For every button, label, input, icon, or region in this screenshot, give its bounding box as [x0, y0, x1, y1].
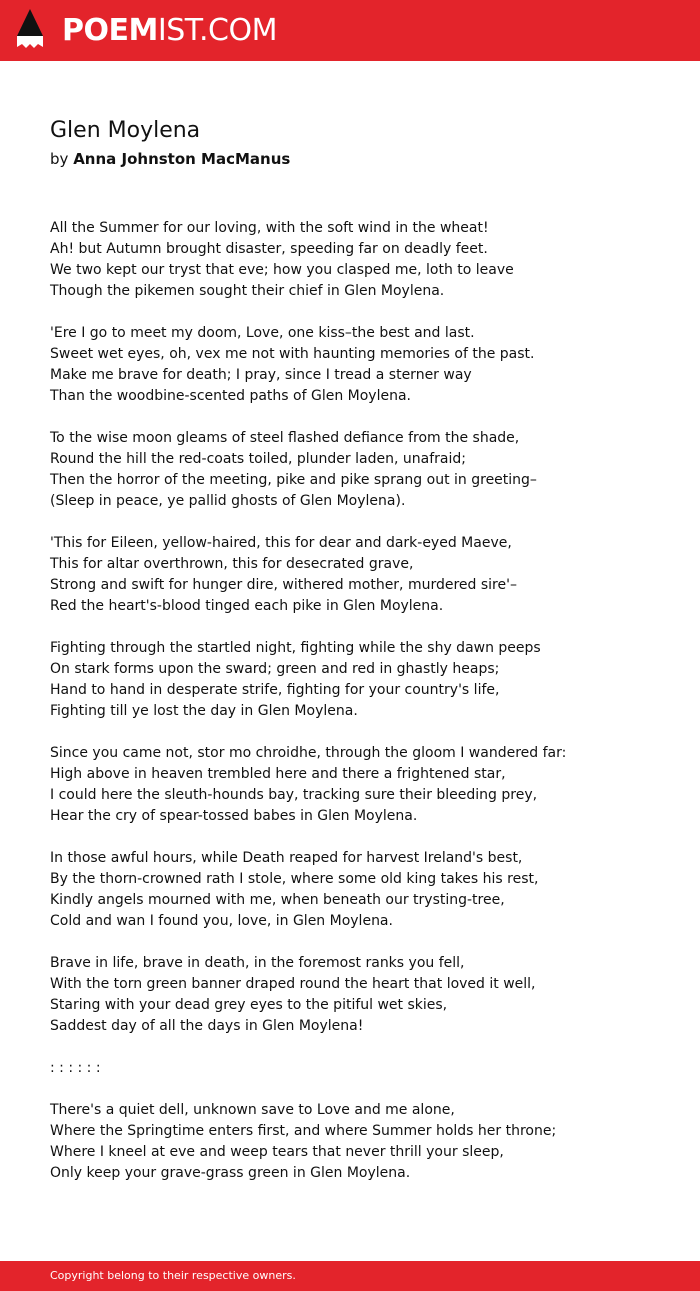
stanza [50, 953, 670, 1037]
poem-body [50, 218, 670, 1184]
poem-line: Make me brave for death; I pray, since I tread a sterner way [50, 367, 472, 383]
stanza [50, 848, 670, 932]
poem-line: Sweet wet eyes, oh, vex me not with haunting memories of the past. [50, 346, 535, 362]
poem-line: Hear the cry of spear-tossed babes in Glen Moylena. [50, 808, 418, 824]
site-footer [0, 1261, 700, 1291]
logo-strong-text: POEM [62, 13, 158, 48]
poem-title: Glen Moylena [50, 118, 201, 143]
by-label: by [50, 150, 69, 168]
copyright-text: Copyright belong to their respective owners. [50, 1269, 296, 1282]
site-header [0, 0, 700, 61]
poem-line: Strong and swift for hunger dire, withered mother, murdered sire'– [50, 577, 517, 593]
poem-line: With the torn green banner draped round the heart that loved it well, [50, 976, 536, 992]
logo-light-text: IST.COM [157, 13, 277, 48]
poem-line: Though the pikemen sought their chief in Glen Moylena. [50, 283, 445, 299]
poem-line: Cold and wan I found you, love, in Glen Moylena. [50, 913, 393, 929]
poem-line: We two kept our tryst that eve; how you clasped me, loth to leave [50, 262, 514, 278]
poem-line: Round the hill the red-coats toiled, plunder laden, unafraid; [50, 451, 466, 467]
poem-line: All the Summer for our loving, with the soft wind in the wheat! [50, 220, 489, 236]
poem-line: To the wise moon gleams of steel flashed defiance from the shade, [50, 430, 520, 446]
poem-line: Where I kneel at eve and weep tears that never thrill your sleep, [50, 1144, 504, 1160]
stanza [50, 428, 670, 512]
poem-line: On stark forms upon the sward; green and red in ghastly heaps; [50, 661, 500, 677]
stanza [50, 323, 670, 407]
poem-line: Ah! but Autumn brought disaster, speeding far on deadly feet. [50, 241, 488, 257]
poem-line: Only keep your grave-grass green in Glen Moylena. [50, 1165, 411, 1181]
poem-line: Than the woodbine-scented paths of Glen Moylena. [50, 388, 411, 404]
poem-line: High above in heaven trembled here and there a frightened star, [50, 766, 506, 782]
poem-line: I could here the sleuth-hounds bay, tracking sure their bleeding prey, [50, 787, 538, 803]
poem-line: Kindly angels mourned with me, when beneath our trysting-tree, [50, 892, 505, 908]
poem-line: Then the horror of the meeting, pike and pike sprang out in greeting– [50, 472, 537, 488]
poem-line: Fighting through the startled night, fighting while the shy dawn peeps [50, 640, 541, 656]
poem-line: Staring with your dead grey eyes to the pitiful wet skies, [50, 997, 448, 1013]
poem-line: Red the heart's-blood tinged each pike in Glen Moylena. [50, 598, 444, 614]
poem-line: Where the Springtime enters first, and where Summer holds her throne; [50, 1123, 557, 1139]
poem-line: There's a quiet dell, unknown save to Love and me alone, [50, 1102, 455, 1118]
stanza [50, 638, 670, 722]
poem-line: Saddest day of all the days in Glen Moylena! [50, 1018, 364, 1034]
poem-line: Brave in life, brave in death, in the foremost ranks you fell, [50, 955, 465, 971]
stanza [50, 218, 670, 302]
poem-line: By the thorn-crowned rath I stole, where some old king takes his rest, [50, 871, 539, 887]
poem-line: This for altar overthrown, this for desecrated grave, [50, 556, 414, 572]
poem-line: (Sleep in peace, ye pallid ghosts of Glen Moylena). [50, 493, 406, 509]
poem-line: Fighting till ye lost the day in Glen Moylena. [50, 703, 358, 719]
stanza [50, 1100, 670, 1184]
site-logo-text [62, 14, 277, 48]
poem-line: In those awful hours, while Death reaped for harvest Ireland's best, [50, 850, 523, 866]
pencil-icon [17, 9, 43, 53]
poem-line: 'Ere I go to meet my doom, Love, one kiss–the best and last. [50, 325, 475, 341]
stanza [50, 533, 670, 617]
poem-line: Since you came not, stor mo chroidhe, through the gloom I wandered far: [50, 745, 567, 761]
poem-line: 'This for Eileen, yellow-haired, this for dear and dark-eyed Maeve, [50, 535, 512, 551]
stanza [50, 1058, 670, 1079]
poem-line: : : : : : : [50, 1060, 101, 1076]
stanza [50, 743, 670, 827]
author-name: Anna Johnston MacManus [73, 150, 291, 168]
byline [50, 148, 290, 170]
poem-line: Hand to hand in desperate strife, fighting for your country's life, [50, 682, 500, 698]
